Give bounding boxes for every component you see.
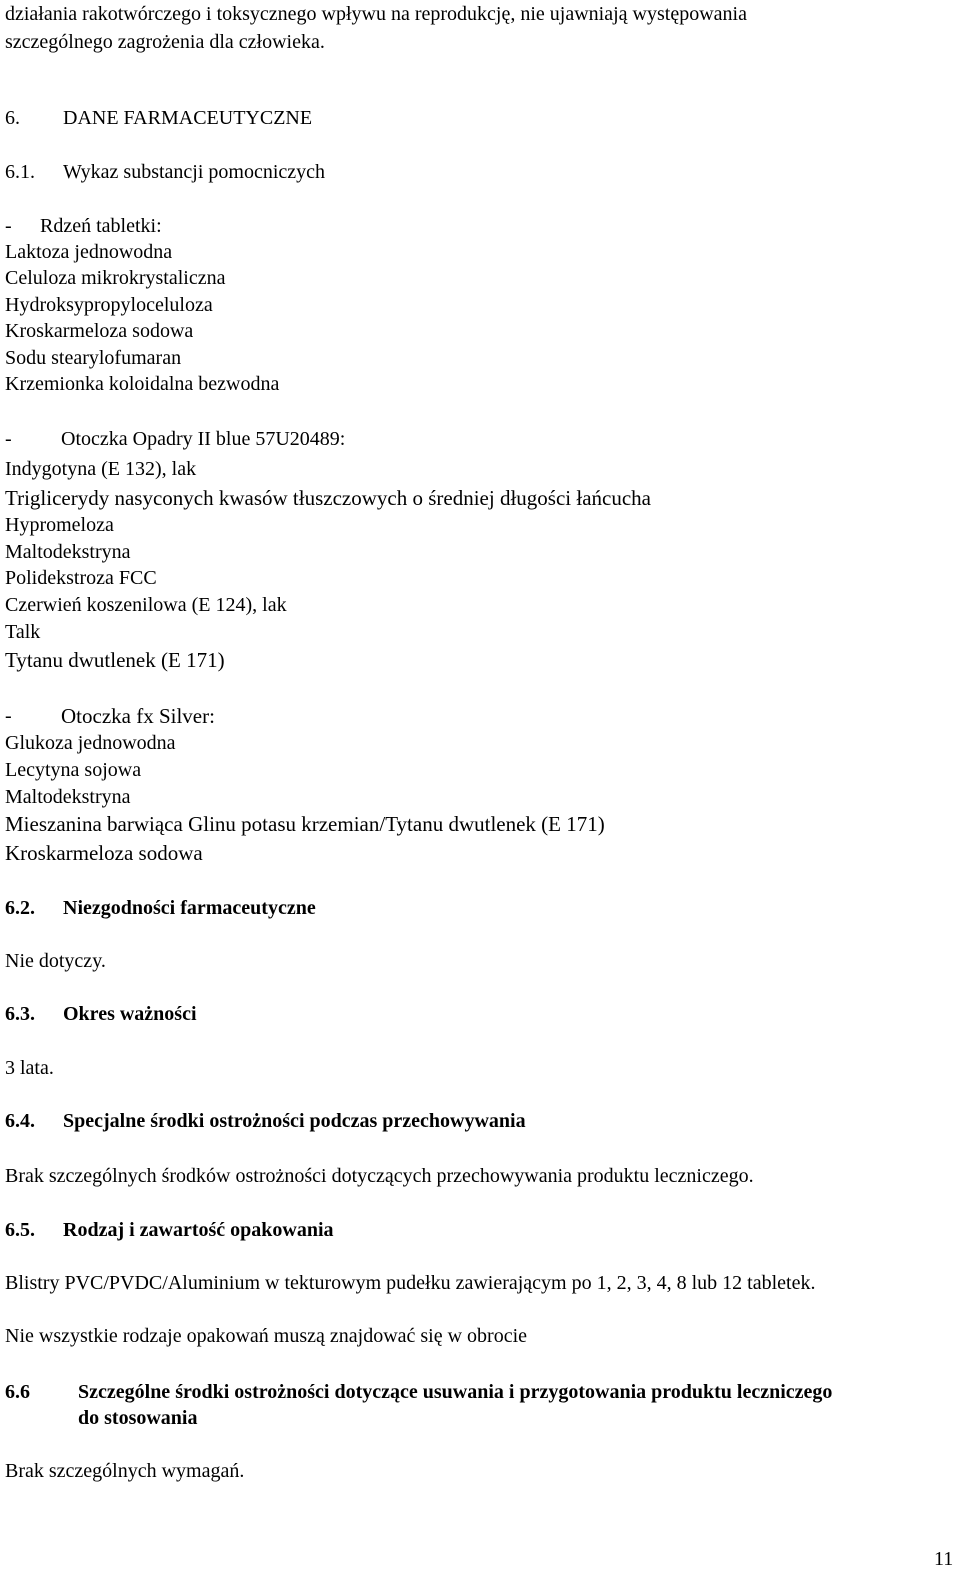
section-6-1-number: 6.1. — [5, 161, 35, 183]
coat2-item: Lecytyna sojowa — [5, 759, 142, 781]
section-6-4-title: Specjalne środki ostrożności podczas przechowywania — [63, 1110, 526, 1132]
coat2-heading: Otoczka fx Silver: — [61, 704, 215, 728]
coat1-heading: Otoczka Opadry II blue 57U20489: — [61, 428, 346, 450]
section-6-3-number: 6.3. — [5, 1003, 35, 1025]
section-6-5-body-2: Nie wszystkie rodzaje opakowań muszą znajdować się w obrocie — [5, 1325, 528, 1347]
section-6-5-title: Rodzaj i zawartość opakowania — [63, 1219, 334, 1241]
coat1-item: Maltodekstryna — [5, 541, 131, 563]
intro-line-2: szczególnego zagrożenia dla człowieka. — [5, 31, 325, 53]
coat1-item: Czerwień koszenilowa (E 124), lak — [5, 594, 287, 616]
coat2-item: Glukoza jednowodna — [5, 732, 176, 754]
core-item: Laktoza jednowodna — [5, 241, 173, 263]
coat2-item: Mieszanina barwiąca Glinu potasu krzemian/Tytanu dwutlenek (E 171) — [5, 812, 605, 836]
section-6-3-body: 3 lata. — [5, 1057, 54, 1079]
section-6-4-body: Brak szczególnych środków ostrożności dotyczących przechowywania produktu leczniczego. — [5, 1165, 754, 1187]
section-6-2-title: Niezgodności farmaceutyczne — [63, 897, 316, 919]
section-6-number: 6. — [5, 107, 20, 129]
section-6-5-body-1: Blistry PVC/PVDC/Aluminium w tekturowym pudełku zawierającym po 1, 2, 3, 4, 8 lub 12 tabletek. — [5, 1272, 816, 1294]
section-6-1-title: Wykaz substancji pomocniczych — [63, 161, 326, 183]
section-6-2-body: Nie dotyczy. — [5, 950, 106, 972]
core-item: Hydroksypropyloceluloza — [5, 294, 213, 316]
coat2-item: Maltodekstryna — [5, 786, 131, 808]
coat2-dash: - — [5, 705, 12, 727]
section-6-3-title: Okres ważności — [63, 1003, 197, 1025]
coat1-dash: - — [5, 428, 12, 450]
coat1-item: Polidekstroza FCC — [5, 567, 157, 589]
section-6-6-number: 6.6 — [5, 1381, 30, 1403]
section-6-2-number: 6.2. — [5, 897, 35, 919]
intro-line-1: działania rakotwórczego i toksycznego wpływu na reprodukcję, nie ujawniają występowania — [5, 3, 747, 25]
section-6-title: DANE FARMACEUTYCZNE — [63, 107, 313, 129]
core-item: Celuloza mikrokrystaliczna — [5, 267, 226, 289]
coat2-item: Kroskarmeloza sodowa — [5, 841, 203, 865]
core-dash: - — [5, 215, 12, 237]
core-item: Krzemionka koloidalna bezwodna — [5, 373, 280, 395]
coat1-item: Hypromeloza — [5, 514, 114, 536]
coat1-item: Triglicerydy nasyconych kwasów tłuszczowych o średniej długości łańcucha — [5, 486, 651, 510]
core-item: Sodu stearylofumaran — [5, 347, 182, 369]
core-heading: Rdzeń tabletki: — [40, 215, 162, 237]
coat1-item: Talk — [5, 621, 41, 643]
coat1-item: Tytanu dwutlenek (E 171) — [5, 648, 225, 672]
section-6-6-title-line-1: Szczególne środki ostrożności dotyczące usuwania i przygotowania produktu leczniczego — [78, 1381, 833, 1403]
section-6-4-number: 6.4. — [5, 1110, 35, 1132]
section-6-5-number: 6.5. — [5, 1219, 35, 1241]
section-6-6-body: Brak szczególnych wymagań. — [5, 1460, 245, 1482]
core-item: Kroskarmeloza sodowa — [5, 320, 194, 342]
coat1-item: Indygotyna (E 132), lak — [5, 458, 197, 480]
page-number: 11 — [934, 1548, 954, 1570]
section-6-6-title-line-2: do stosowania — [78, 1407, 198, 1429]
